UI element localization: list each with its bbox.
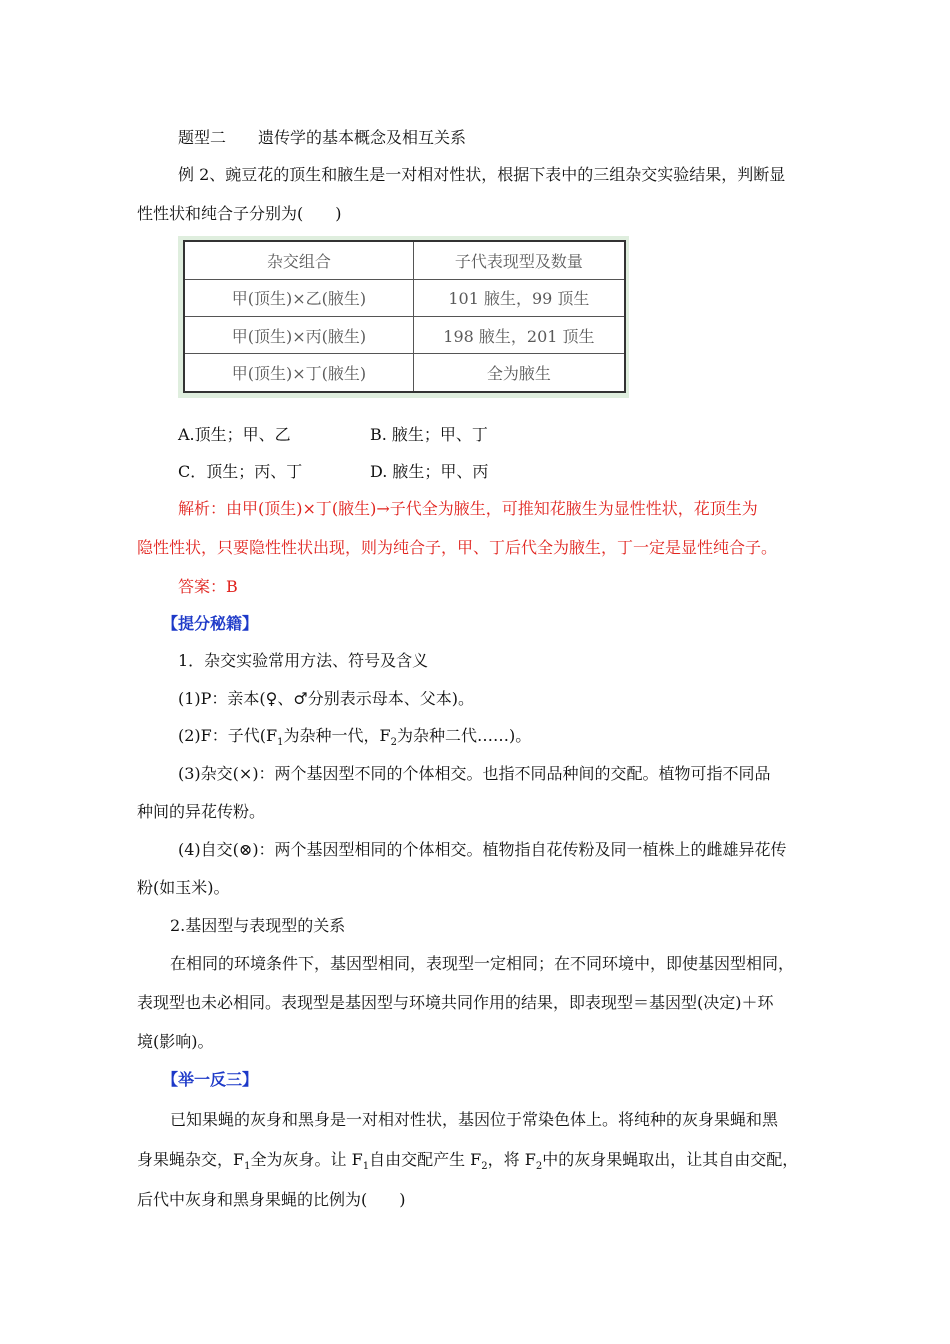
cross-results-table-frame — [178, 236, 629, 398]
f-text-pre: (2)F：子代(F — [178, 726, 278, 745]
practice-subscript: 1 — [362, 1161, 370, 1173]
answer: 答案：B — [178, 577, 238, 596]
practice-l2-mid1: 全为灰身。让 F — [250, 1150, 363, 1169]
tips-heading: 【提分秘籍】 — [162, 614, 259, 633]
tips-p-definition: (1)P：亲本(♀、♂分别表示母本、父本)。 — [178, 689, 474, 708]
practice-line2 — [137, 1150, 798, 1177]
f-subscript-1: 1 — [277, 737, 284, 749]
table-row — [184, 316, 625, 353]
table-cell: 全为腋生 — [413, 354, 625, 392]
practice-heading: 【举一反三】 — [162, 1070, 259, 1089]
practice-subscript: 2 — [535, 1161, 543, 1173]
tips-cross-line1: (3)杂交(×)：两个基因型不同的个体相交。也指不同品种间的交配。植物可指不同品 — [178, 764, 771, 783]
section-title: 题型二 遗传学的基本概念及相互关系 — [178, 128, 467, 147]
option-b: B. 腋生；甲、丁 — [370, 425, 488, 444]
table-cell: 甲(顶生)×丙(腋生) — [184, 316, 413, 353]
option-d: D. 腋生；甲、丙 — [370, 462, 489, 481]
table-header-cell: 子代表现型及数量 — [413, 241, 625, 279]
practice-l2-mid3: ，将 F — [487, 1150, 536, 1169]
table-cell: 甲(顶生)×乙(腋生) — [184, 279, 413, 316]
option-a: A.顶生；甲、乙 — [178, 425, 291, 444]
table-header-row — [184, 241, 625, 279]
analysis-line1: 解析：由甲(顶生)×丁(腋生)→子代全为腋生，可推知花腋生为显性性状，花顶生为 — [178, 499, 758, 518]
table-cell: 101 腋生，99 顶生 — [413, 279, 625, 316]
example-question-line2: 性性状和纯合子分别为( ) — [137, 204, 342, 223]
practice-subscript: 2 — [481, 1161, 488, 1173]
table-row — [184, 279, 625, 316]
tips-self-line1: (4)自交(⊗)：两个基因型相同的个体相交。植物指自花传粉及同一植株上的雌雄异花传 — [178, 840, 787, 859]
tips-cross-line2: 种间的异花传粉。 — [137, 802, 266, 821]
table-cell: 198 腋生，201 顶生 — [413, 316, 625, 353]
f-text-post: 为杂种二代……)。 — [396, 726, 532, 745]
practice-subscript: 1 — [244, 1161, 251, 1173]
f-text-mid: 为杂种一代，F — [283, 726, 391, 745]
f-subscript-2: 2 — [390, 737, 397, 749]
practice-l2-pre: 身果蝇杂交，F — [137, 1150, 245, 1169]
relation-line2: 表现型也未必相同。表现型是基因型与环境共同作用的结果，即表现型＝基因型(决定)＋环 — [137, 993, 774, 1012]
table-header-cell: 杂交组合 — [184, 241, 413, 279]
relation-line1: 在相同的环境条件下，基因型相同，表现型一定相同；在不同环境中，即使基因型相同， — [170, 954, 795, 973]
cross-results-table — [183, 240, 626, 393]
table-row — [184, 354, 625, 392]
option-c: C．顶生；丙、丁 — [178, 462, 303, 481]
practice-line3: 后代中灰身和黑身果蝇的比例为( ) — [137, 1190, 406, 1209]
example-question-line1: 例 2、豌豆花的顶生和腋生是一对相对性状，根据下表中的三组杂交实验结果，判断显 — [178, 165, 786, 184]
tips-item1-title: 1．杂交实验常用方法、符号及含义 — [178, 651, 429, 670]
relation-line3: 境(影响)。 — [137, 1032, 214, 1051]
tips-f-definition — [178, 726, 531, 753]
practice-l2-post: 中的灰身果蝇取出，让其自由交配， — [542, 1150, 799, 1169]
practice-l2-mid2: 自由交配产生 F — [369, 1150, 482, 1169]
tips-self-line2: 粉(如玉米)。 — [137, 878, 230, 897]
tips-item2-title: 2.基因型与表现型的关系 — [170, 916, 346, 935]
table-cell: 甲(顶生)×丁(腋生) — [184, 354, 413, 392]
practice-line1: 已知果蝇的灰身和黑身是一对相对性状，基因位于常染色体上。将纯种的灰身果蝇和黑 — [170, 1110, 779, 1129]
analysis-line2: 隐性性状，只要隐性性状出现，则为纯合子，甲、丁后代全为腋生，丁一定是显性纯合子。 — [137, 538, 778, 557]
